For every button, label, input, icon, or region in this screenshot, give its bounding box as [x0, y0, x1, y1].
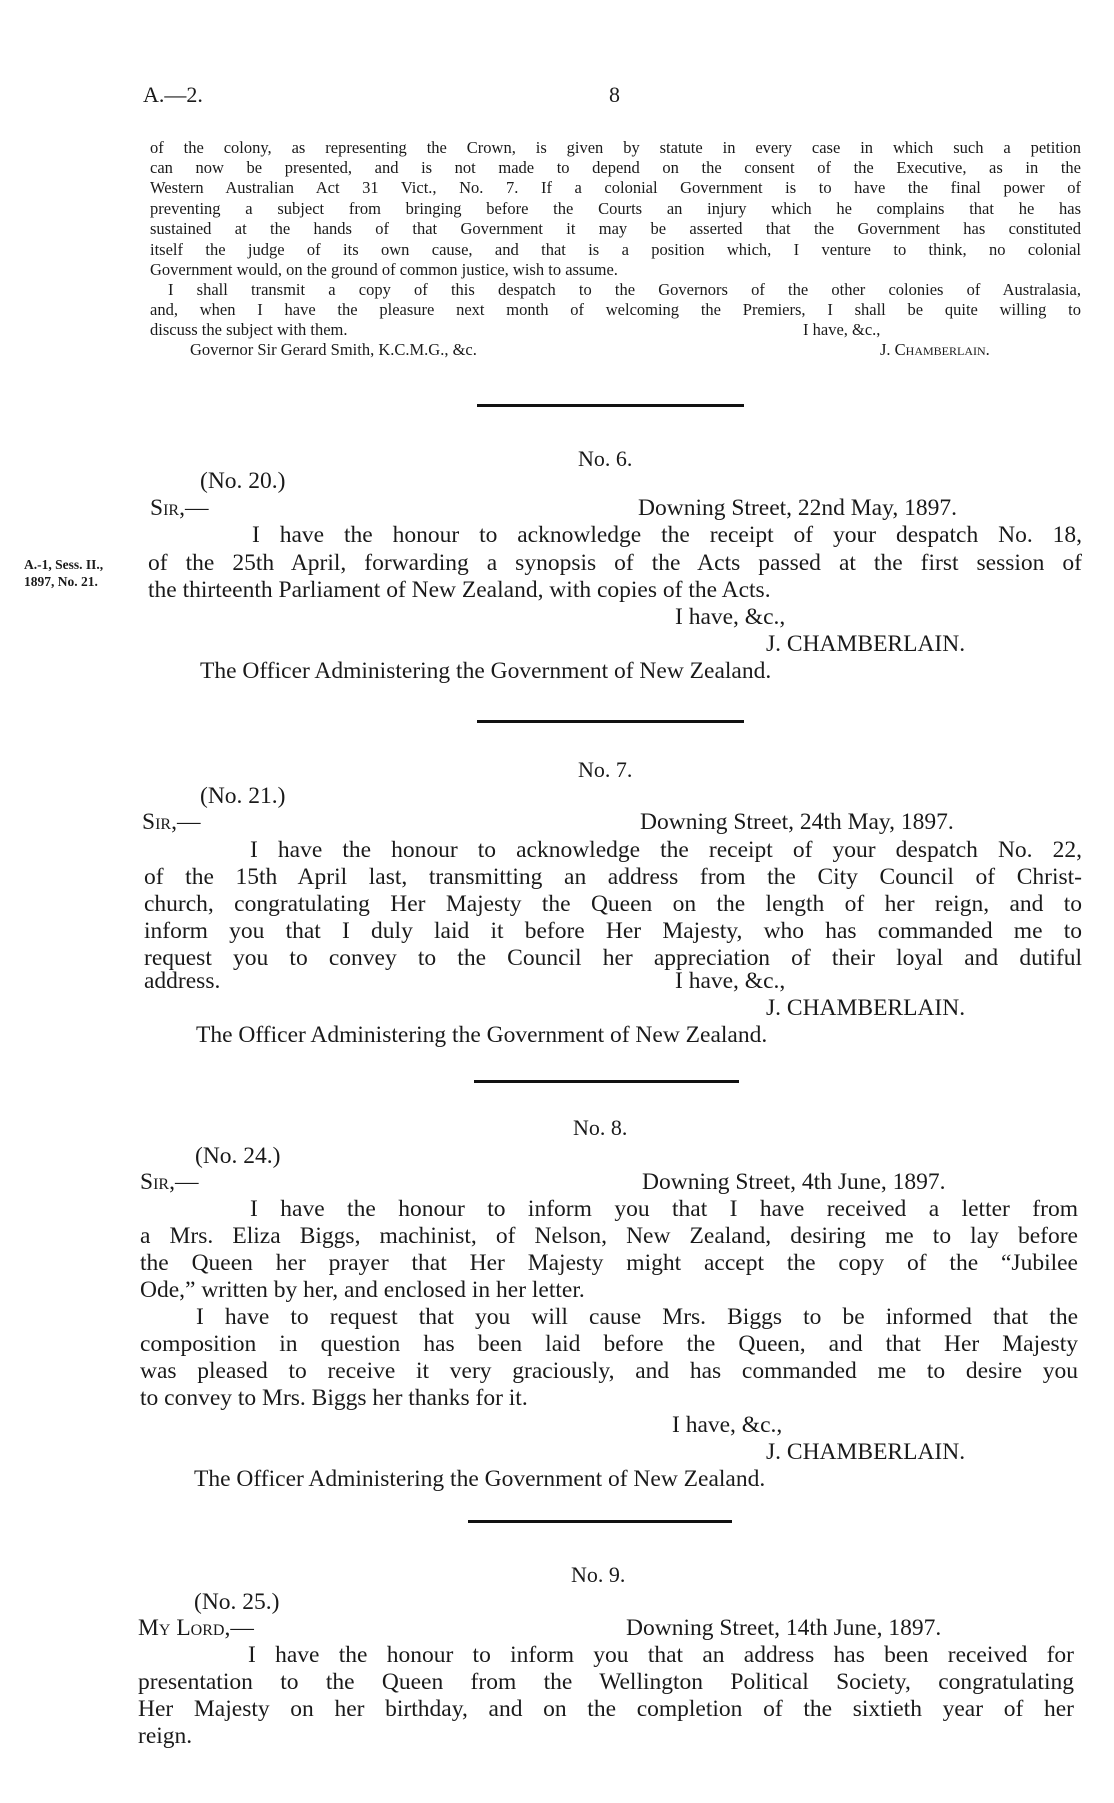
- text-line: Her Majesty on her birthday, and on the completion of the sixtieth year of her: [138, 1696, 1074, 1722]
- despatch-ref: (No. 21.): [200, 783, 286, 809]
- section-rule: [474, 1080, 739, 1083]
- signature: J. CHAMBERLAIN.: [766, 995, 966, 1021]
- dateline: Downing Street, 24th May, 1897.: [640, 809, 954, 835]
- text-line: and, when I have the pleasure next month of welcoming the Premiers, I shall be quite willing to: [150, 300, 1081, 319]
- signature: J. CHAMBERLAIN.: [766, 631, 966, 657]
- closing: I have, &c.,: [675, 604, 786, 630]
- text-line: I have to request that you will cause Mrs. Biggs to be informed that the: [196, 1304, 1078, 1330]
- text-line: to convey to Mrs. Biggs her thanks for it.: [140, 1385, 528, 1411]
- text-line: I shall transmit a copy of this despatch to the Governors of the other colonies of Australasia,: [168, 280, 1081, 299]
- text-line: inform you that I duly laid it before Her Majesty, who has commanded me to: [144, 918, 1082, 944]
- addressee: The Officer Administering the Government of New Zealand.: [200, 658, 772, 684]
- dateline: Downing Street, 14th June, 1897.: [626, 1615, 942, 1641]
- text-line: presentation to the Queen from the Wellington Political Society, congratulating: [138, 1669, 1074, 1695]
- text-line: I have the honour to acknowledge the receipt of your despatch No. 18,: [252, 522, 1082, 548]
- section-label: A.—2.: [143, 82, 203, 107]
- despatch-number: No. 6.: [578, 446, 633, 471]
- dateline: Downing Street, 22nd May, 1897.: [638, 495, 957, 521]
- salutation: My Lord,—: [138, 1615, 254, 1641]
- despatch-number: No. 8.: [573, 1115, 628, 1140]
- text-line: address.: [144, 968, 221, 994]
- text-line: Ode,” written by her, and enclosed in her letter.: [140, 1277, 585, 1303]
- text-line: itself the judge of its own cause, and that is a position which, I venture to think, no colonial: [150, 240, 1081, 259]
- closing: I have, &c.,: [803, 320, 881, 339]
- text-line: I have the honour to inform you that I have received a letter from: [250, 1196, 1078, 1222]
- addressee: Governor Sir Gerard Smith, K.C.M.G., &c.: [190, 340, 477, 359]
- addressee: The Officer Administering the Government of New Zealand.: [194, 1466, 766, 1492]
- text-line: of the 25th April, forwarding a synopsis of the Acts passed at the first session of: [148, 550, 1082, 576]
- text-line: can now be presented, and is not made to depend on the consent of the Executive, as in the: [150, 158, 1081, 177]
- signature: J. CHAMBERLAIN.: [766, 1439, 966, 1465]
- section-rule: [477, 720, 744, 723]
- margin-note: 1897, No. 21.: [24, 574, 98, 589]
- section-rule: [477, 404, 744, 407]
- salutation: Sir,—: [150, 495, 209, 521]
- addressee: The Officer Administering the Government of New Zealand.: [196, 1022, 768, 1048]
- text-line: a Mrs. Eliza Biggs, machinist, of Nelson, New Zealand, desiring me to lay before: [140, 1223, 1078, 1249]
- text-line: was pleased to receive it very graciously, and has commanded me to desire you: [140, 1358, 1078, 1384]
- text-line: preventing a subject from bringing before the Courts an injury which he complains that he has: [150, 199, 1081, 218]
- margin-note: A.-1, Sess. II.,: [24, 557, 104, 572]
- text-line: Western Australian Act 31 Vict., No. 7. If a colonial Government is to have the final power of: [150, 178, 1081, 197]
- despatch-number: No. 7.: [578, 757, 633, 782]
- closing: I have, &c.,: [675, 968, 786, 994]
- signature: J. Chamberlain.: [880, 340, 990, 359]
- text-line: of the colony, as representing the Crown, is given by statute in every case in which such a petition: [150, 138, 1081, 157]
- text-line: of the 15th April last, transmitting an address from the City Council of Christ-: [144, 864, 1082, 890]
- despatch-number: No. 9.: [571, 1562, 626, 1587]
- closing: I have, &c.,: [672, 1412, 783, 1438]
- text-line: church, congratulating Her Majesty the Queen on the length of her reign, and to: [144, 891, 1082, 917]
- salutation: Sir,—: [140, 1169, 199, 1195]
- text-line: I have the honour to inform you that an address has been received for: [248, 1642, 1074, 1668]
- page-number: 8: [609, 82, 620, 107]
- text-line: sustained at the hands of that Government it may be asserted that the Government has constituted: [150, 219, 1081, 238]
- dateline: Downing Street, 4th June, 1897.: [642, 1169, 946, 1195]
- text-line: composition in question has been laid before the Queen, and that Her Majesty: [140, 1331, 1078, 1357]
- text-line: the thirteenth Parliament of New Zealand, with copies of the Acts.: [148, 577, 771, 603]
- salutation: Sir,—: [142, 809, 201, 835]
- text-line: request you to convey to the Council her appreciation of their loyal and dutiful: [144, 945, 1082, 971]
- text-line: I have the honour to acknowledge the receipt of your despatch No. 22,: [250, 837, 1082, 863]
- text-line: the Queen her prayer that Her Majesty might accept the copy of the “Jubilee: [140, 1250, 1078, 1276]
- text-line: reign.: [138, 1723, 193, 1749]
- despatch-ref: (No. 24.): [195, 1143, 281, 1169]
- despatch-ref: (No. 25.): [194, 1589, 280, 1615]
- despatch-ref: (No. 20.): [200, 468, 286, 494]
- text-line: Government would, on the ground of common justice, wish to assume.: [150, 260, 618, 279]
- text-line: discuss the subject with them.: [150, 320, 348, 339]
- section-rule: [468, 1520, 732, 1523]
